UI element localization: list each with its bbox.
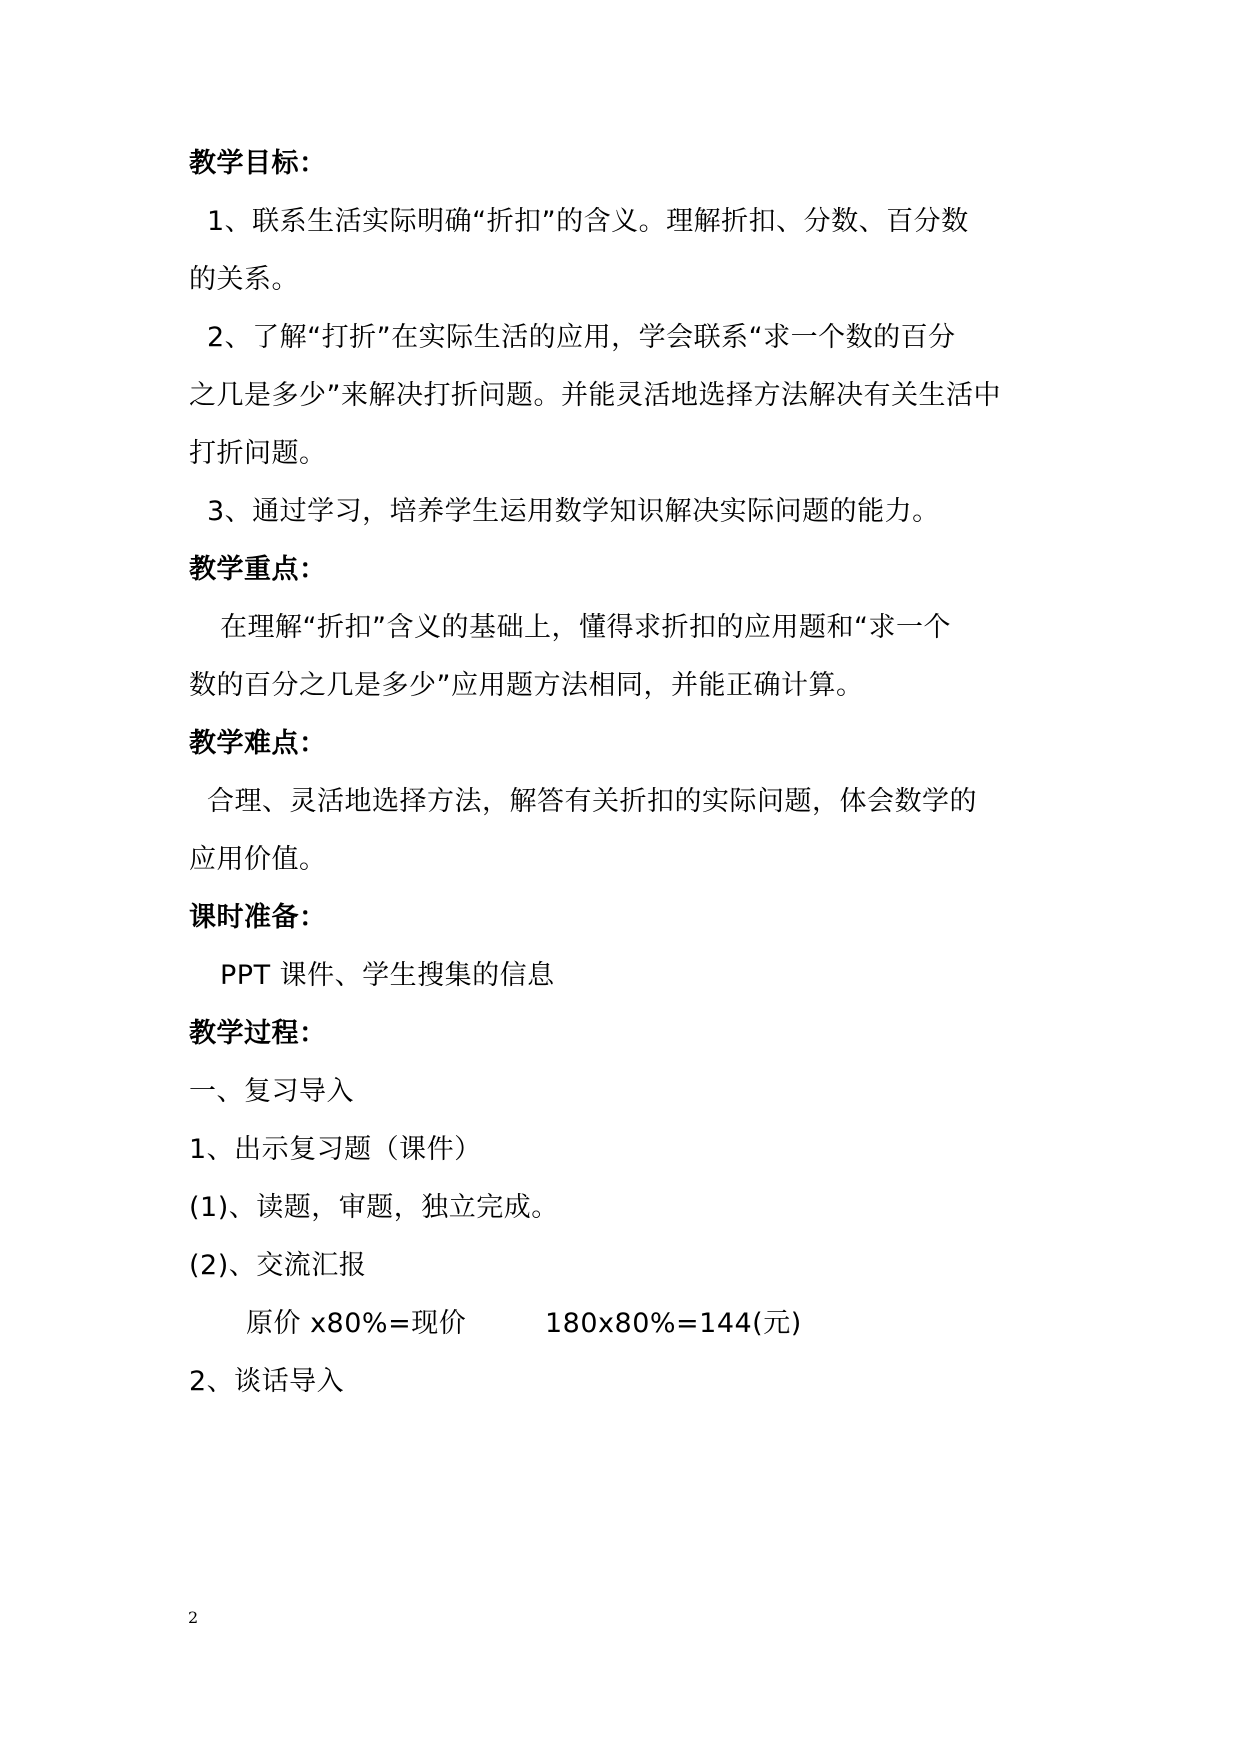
- objective-2-line-3: 打折问题。: [189, 438, 327, 469]
- process-part-1: 一、复习导入: [189, 1076, 354, 1107]
- process-heading: 教学过程：: [189, 1018, 327, 1049]
- key-points-heading: 教学重点：: [189, 554, 327, 585]
- preparation-heading: 课时准备：: [189, 902, 327, 933]
- difficulties-line-2: 应用价值。: [189, 844, 327, 875]
- key-points-line-1: 在理解“折扣”含义的基础上，懂得求折扣的应用题和“求一个: [220, 612, 951, 643]
- objective-1-line-2: 的关系。: [189, 264, 299, 295]
- page-number: 2: [188, 1608, 199, 1627]
- difficulties-heading: 教学难点：: [189, 728, 327, 759]
- objective-1-line-1: 1、联系生活实际明确“折扣”的含义。理解折扣、分数、百分数: [207, 206, 969, 237]
- objectives-heading: 教学目标：: [189, 148, 327, 179]
- process-sub-2: (2)、交流汇报: [189, 1250, 367, 1281]
- process-sub-1: (1)、读题，审题，独立完成。: [189, 1192, 559, 1223]
- key-points-line-2: 数的百分之几是多少”应用题方法相同，并能正确计算。: [189, 670, 864, 701]
- difficulties-line-1: 合理、灵活地选择方法，解答有关折扣的实际问题，体会数学的: [207, 786, 977, 817]
- preparation-line-1: PPT 课件、学生搜集的信息: [220, 960, 555, 991]
- process-step-2: 2、谈话导入: [189, 1366, 345, 1397]
- objective-2-line-2: 之几是多少”来解决打折问题。并能灵活地选择方法解决有关生活中: [189, 380, 1001, 411]
- process-step-1: 1、出示复习题（课件）: [189, 1134, 482, 1165]
- objective-3-line-1: 3、通过学习，培养学生运用数学知识解决实际问题的能力。: [207, 496, 940, 527]
- formula-right: 180x80%=144(元): [545, 1308, 802, 1339]
- formula-left: 原价 x80%=现价: [246, 1308, 467, 1339]
- objective-2-line-1: 2、了解“打折”在实际生活的应用，学会联系“求一个数的百分: [207, 322, 956, 353]
